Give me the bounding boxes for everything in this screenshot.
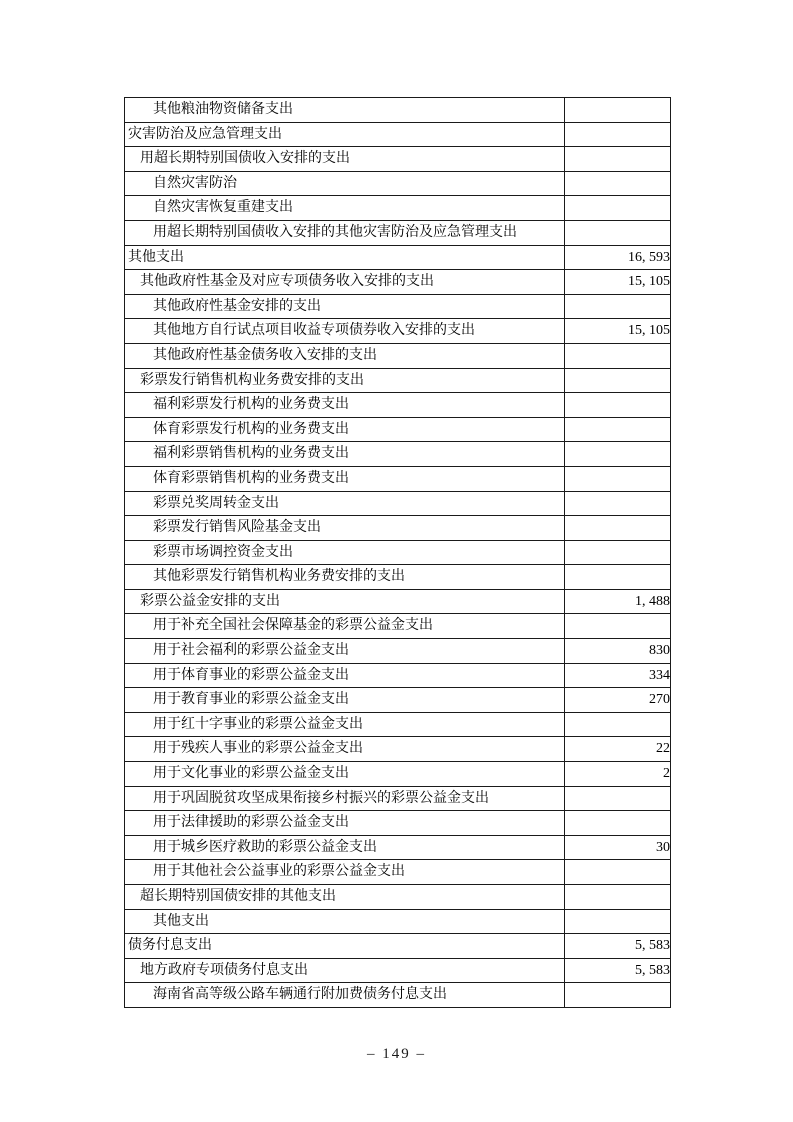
row-label: 自然灾害防治: [153, 175, 237, 191]
row-amount: 1, 488: [565, 589, 671, 614]
row-amount: 2: [565, 762, 671, 787]
budget-table: [124, 97, 671, 1008]
row-amount: 15, 105: [565, 319, 671, 344]
row-amount: [565, 417, 671, 442]
table-row: [125, 245, 671, 270]
row-label: 用超长期特别国债收入安排的支出: [140, 151, 350, 167]
row-amount: [565, 540, 671, 565]
row-label: 用于残疾人事业的彩票公益金支出: [153, 741, 363, 757]
row-amount: [565, 466, 671, 491]
table-row: [125, 983, 671, 1008]
table-row: [125, 147, 671, 172]
table-row: [125, 958, 671, 983]
row-amount: [565, 343, 671, 368]
row-label: 彩票发行销售风险基金支出: [153, 520, 321, 536]
table-row: [125, 122, 671, 147]
table-row: [125, 294, 671, 319]
row-label: 彩票兑奖周转金支出: [153, 495, 279, 511]
row-amount: 270: [565, 688, 671, 713]
table-row: [125, 417, 671, 442]
row-amount: [565, 196, 671, 221]
table-row: [125, 909, 671, 934]
row-label: 其他彩票发行销售机构业务费安排的支出: [153, 569, 405, 585]
row-amount: [565, 909, 671, 934]
table-row: [125, 319, 671, 344]
row-amount: [565, 220, 671, 245]
table-row: [125, 343, 671, 368]
budget-table-container: [124, 97, 671, 1008]
row-label: 用于巩固脱贫攻坚成果衔接乡村振兴的彩票公益金支出: [153, 790, 489, 806]
row-label: 地方政府专项债务付息支出: [140, 962, 308, 978]
table-row: [125, 860, 671, 885]
row-label: 用于城乡医疗救助的彩票公益金支出: [153, 839, 377, 855]
table-row: [125, 442, 671, 467]
table-row: [125, 98, 671, 123]
row-label: 用超长期特别国债收入安排的其他灾害防治及应急管理支出: [153, 224, 517, 240]
row-label: 海南省高等级公路车辆通行附加费债务付息支出: [153, 987, 447, 1003]
row-label: 用于教育事业的彩票公益金支出: [153, 692, 349, 708]
table-row: [125, 688, 671, 713]
table-row: [125, 835, 671, 860]
table-row: [125, 589, 671, 614]
row-amount: [565, 885, 671, 910]
table-row: [125, 196, 671, 221]
row-amount: [565, 614, 671, 639]
table-row: [125, 368, 671, 393]
table-row: [125, 712, 671, 737]
row-amount: [565, 712, 671, 737]
row-amount: 30: [565, 835, 671, 860]
row-label: 用于红十字事业的彩票公益金支出: [153, 716, 363, 732]
row-label: 超长期特别国债安排的其他支出: [140, 889, 336, 904]
table-row: [125, 565, 671, 590]
row-label: 其他支出: [153, 913, 209, 929]
row-amount: [565, 516, 671, 541]
row-amount: 15, 105: [565, 270, 671, 295]
table-row: [125, 885, 671, 910]
row-label: 彩票市场调控资金支出: [153, 544, 293, 560]
row-label: 用于法律援助的彩票公益金支出: [153, 815, 349, 831]
table-row: [125, 270, 671, 295]
row-label: 用于社会福利的彩票公益金支出: [153, 643, 349, 659]
row-label: 其他地方自行试点项目收益专项债券收入安排的支出: [153, 323, 475, 339]
table-row: [125, 540, 671, 565]
row-amount: [565, 294, 671, 319]
row-label: 用于文化事业的彩票公益金支出: [153, 766, 349, 782]
row-amount: [565, 393, 671, 418]
row-label: 债务付息支出: [128, 938, 212, 954]
row-label: 用于补充全国社会保障基金的彩票公益金支出: [153, 618, 433, 634]
row-label: 自然灾害恢复重建支出: [153, 200, 293, 216]
row-label: 福利彩票销售机构的业务费支出: [153, 446, 349, 462]
row-label: 其他粮油物资储备支出: [153, 102, 293, 117]
row-label: 彩票公益金安排的支出: [140, 593, 280, 609]
table-row: [125, 639, 671, 664]
table-row: [125, 171, 671, 196]
table-row: [125, 466, 671, 491]
row-amount: [565, 171, 671, 196]
row-amount: [565, 811, 671, 836]
table-row: [125, 786, 671, 811]
table-row: [125, 220, 671, 245]
row-amount: [565, 983, 671, 1008]
table-row: [125, 762, 671, 787]
table-row: [125, 491, 671, 516]
row-amount: [565, 368, 671, 393]
row-label: 灾害防治及应急管理支出: [128, 126, 282, 142]
row-amount: 334: [565, 663, 671, 688]
row-label: 其他政府性基金安排的支出: [153, 298, 321, 314]
row-amount: 22: [565, 737, 671, 762]
row-amount: [565, 565, 671, 590]
row-amount: [565, 147, 671, 172]
row-label: 其他政府性基金及对应专项债务收入安排的支出: [140, 274, 434, 290]
row-label: 其他支出: [128, 249, 184, 265]
table-row: [125, 737, 671, 762]
row-amount: 5, 583: [565, 934, 671, 959]
row-label: 用于体育事业的彩票公益金支出: [153, 667, 349, 683]
row-label: 体育彩票销售机构的业务费支出: [153, 470, 349, 486]
table-row: [125, 934, 671, 959]
page-number: – 149 –: [367, 1046, 426, 1062]
row-amount: [565, 122, 671, 147]
row-amount: [565, 786, 671, 811]
table-row: [125, 393, 671, 418]
row-label: 其他政府性基金债务收入安排的支出: [153, 347, 377, 363]
row-amount: [565, 98, 671, 123]
row-amount: [565, 860, 671, 885]
row-amount: [565, 491, 671, 516]
row-label: 福利彩票发行机构的业务费支出: [153, 397, 349, 413]
budget-table-body: [125, 98, 671, 1008]
row-amount: 16, 593: [565, 245, 671, 270]
table-row: [125, 516, 671, 541]
row-label: 用于其他社会公益事业的彩票公益金支出: [153, 864, 405, 880]
row-amount: 830: [565, 639, 671, 664]
table-row: [125, 614, 671, 639]
table-row: [125, 811, 671, 836]
row-label: 彩票发行销售机构业务费安排的支出: [140, 372, 364, 388]
row-amount: [565, 442, 671, 467]
row-label: 体育彩票发行机构的业务费支出: [153, 421, 349, 437]
table-row: [125, 663, 671, 688]
row-amount: 5, 583: [565, 958, 671, 983]
